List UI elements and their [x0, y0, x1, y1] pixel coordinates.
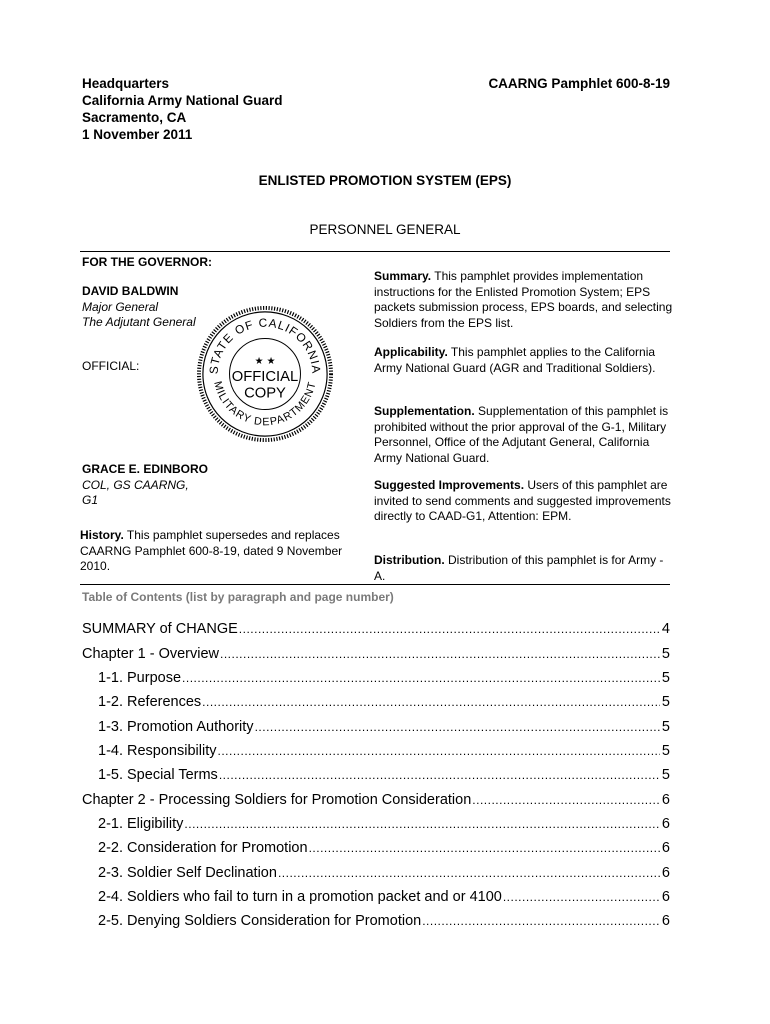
header-date: 1 November 2011: [82, 127, 193, 142]
toc-entry-page: 5: [661, 670, 670, 686]
seal-top-text: STATE OF CALIFORNIA: [206, 315, 324, 375]
header-org-line1: Headquarters: [82, 76, 170, 91]
official-label: OFFICIAL:: [82, 359, 140, 373]
seal-bottom-text: MILITARY DEPARTMENT: [211, 379, 319, 429]
suggested-label: Suggested Improvements.: [374, 478, 525, 492]
toc-entry-page: 5: [661, 646, 670, 662]
toc-entry-label: 1-1. Purpose: [98, 670, 182, 686]
toc-entry-label: 2-1. Eligibility: [98, 816, 184, 832]
pamphlet-number: CAARNG Pamphlet 600-8-19: [488, 76, 670, 91]
seal-stars: ★ ★: [254, 356, 276, 368]
suggested-text: Users of this pamphlet are invited to send comments and suggested improvements directly to CAAD-G1, Attention: EPM.: [374, 478, 671, 523]
for-governor-label: FOR THE GOVERNOR:: [82, 255, 213, 269]
toc-entry-label: SUMMARY of CHANGE: [82, 621, 238, 637]
applicability-label: Applicability.: [374, 345, 448, 359]
official-title: G1: [82, 493, 99, 507]
history-text: This pamphlet supersedes and replaces CAARNG Pamphlet 600-8-19, dated 9 November 2010.: [80, 528, 343, 573]
header-org-line3: Sacramento, CA: [82, 110, 187, 125]
toc-entry-2-1[interactable]: [98, 815, 670, 833]
toc-entry-label: 1-5. Special Terms: [98, 767, 218, 783]
suggested-improvements-paragraph: [374, 478, 674, 525]
toc-entry-label: 2-2. Consideration for Promotion: [98, 840, 308, 856]
summary-text: This pamphlet provides implementation instructions for the Enlisted Promotion System; EPS packets submission process, EPS boards, and selecting Soldiers from the EPS list.: [374, 269, 673, 330]
summary-paragraph: [374, 269, 674, 331]
toc-entry-page: 6: [661, 913, 670, 929]
toc-entry-1-2[interactable]: [98, 693, 670, 711]
seal-copy-text: COPY: [244, 385, 286, 402]
toc-entry-label: 1-4. Responsibility: [98, 743, 217, 759]
toc-entry-page: 6: [661, 840, 670, 856]
toc-entry-page: 6: [661, 865, 670, 881]
official-block: [82, 462, 208, 509]
toc-entry-label: Chapter 1 - Overview: [82, 646, 219, 662]
supplementation-label: Supplementation.: [374, 404, 475, 418]
toc-entry-2-3[interactable]: [98, 864, 670, 882]
toc-entry-chapter-2[interactable]: [82, 791, 670, 809]
toc-entry-page: 5: [661, 719, 670, 735]
toc-entry-1-5[interactable]: [98, 766, 670, 784]
distribution-paragraph: [374, 553, 674, 584]
official-rank: COL, GS CAARNG,: [82, 477, 189, 492]
supplementation-paragraph: [374, 404, 674, 466]
applicability-text: This pamphlet applies to the California Army National Guard (AGR and Traditional Soldiers).: [374, 345, 656, 375]
official-seal: [196, 305, 334, 443]
signer-block: [82, 284, 196, 331]
signer-name: DAVID BALDWIN: [82, 284, 179, 298]
header-org-block: [82, 75, 283, 143]
toc-entry-label: 1-3. Promotion Authority: [98, 719, 254, 735]
toc-entry-label: 1-2. References: [98, 694, 202, 710]
signer-title: The Adjutant General: [82, 315, 196, 329]
toc-entry-1-1[interactable]: [98, 669, 670, 687]
history-paragraph: [80, 528, 360, 575]
toc-entry-summary[interactable]: [82, 620, 670, 638]
distribution-text: Distribution of this pamphlet is for Army - A.: [374, 553, 664, 583]
toc-entry-page: 5: [661, 694, 670, 710]
toc-entry-label: Chapter 2 - Processing Soldiers for Promotion Consideration: [82, 792, 472, 808]
toc-entry-page: 6: [661, 889, 670, 905]
toc-entry-2-4[interactable]: [98, 888, 670, 906]
document-title: ENLISTED PROMOTION SYSTEM (EPS): [258, 173, 512, 188]
signer-rank: Major General: [82, 299, 159, 314]
header-org-line2: California Army National Guard: [82, 93, 283, 108]
summary-label: Summary.: [374, 269, 432, 283]
applicability-paragraph: [374, 345, 674, 376]
bottom-divider: [80, 584, 670, 585]
official-name: GRACE E. EDINBORO: [82, 462, 209, 476]
toc-entry-2-2[interactable]: [98, 839, 670, 857]
toc-entry-page: 5: [661, 743, 670, 759]
top-divider: [80, 251, 670, 252]
toc-entry-page: 6: [661, 816, 670, 832]
toc-entry-1-4[interactable]: [98, 742, 670, 760]
toc-entry-label: 2-3. Soldier Self Declination: [98, 865, 277, 881]
toc-entry-label: 2-4. Soldiers who fail to turn in a promotion packet and or 4100: [98, 889, 502, 905]
distribution-label: Distribution.: [374, 553, 445, 567]
toc-entry-2-5[interactable]: [98, 912, 670, 930]
toc-entry-1-3[interactable]: [98, 718, 670, 736]
toc-entry-label: 2-5. Denying Soldiers Consideration for Promotion: [98, 913, 422, 929]
document-subtitle: PERSONNEL GENERAL: [309, 222, 461, 237]
seal-official-text: OFFICIAL: [231, 368, 299, 385]
toc-entry-page: 4: [661, 621, 670, 637]
toc-entry-page: 5: [661, 767, 670, 783]
supplementation-text: Supplementation of this pamphlet is prohibited without the prior approval of the G-1, Military Personnel, Office of the Adjutant General, California Army National Guard.: [374, 404, 669, 465]
toc-entry-page: 6: [661, 792, 670, 808]
history-label: History.: [80, 528, 124, 542]
toc-title: Table of Contents (list by paragraph and page number): [82, 590, 394, 604]
toc-entry-chapter-1[interactable]: [82, 645, 670, 663]
